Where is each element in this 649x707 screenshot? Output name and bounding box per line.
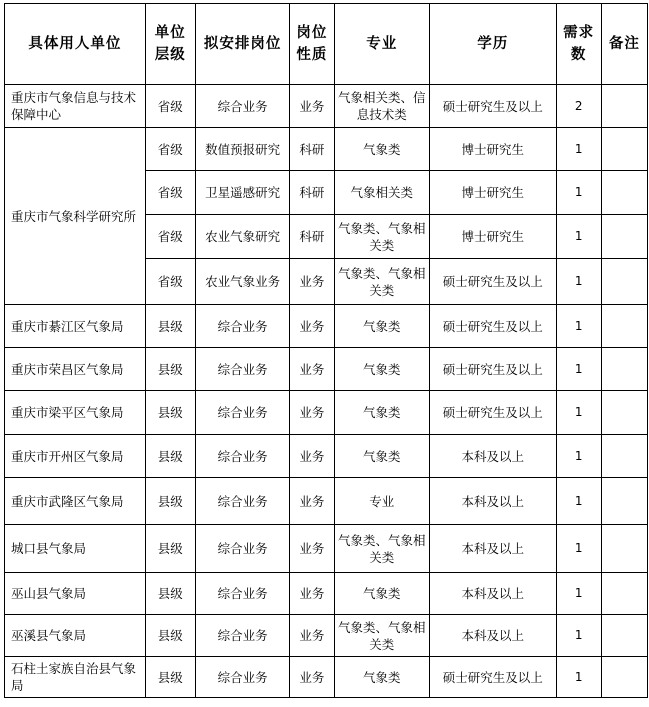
- header-level: 单位层级: [145, 4, 195, 85]
- nature-cell: 业务: [290, 525, 334, 573]
- position-cell: 综合业务: [195, 525, 289, 573]
- position-cell: 综合业务: [195, 478, 289, 525]
- education-cell: 本科及以上: [429, 435, 556, 478]
- remarks-cell: [601, 128, 647, 171]
- major-cell: 气象类: [334, 348, 429, 391]
- recruitment-table: [4, 3, 648, 698]
- position-cell: 农业气象研究: [195, 215, 289, 259]
- nature-cell: 业务: [290, 657, 334, 698]
- nature-cell: 业务: [290, 305, 334, 348]
- major-cell: 气象类、气象相关类: [334, 215, 429, 259]
- remarks-cell: [601, 573, 647, 615]
- remarks-cell: [601, 305, 647, 348]
- unit-cell: 石柱土家族自治县气象局: [5, 657, 146, 698]
- demand-cell: 1: [556, 348, 601, 391]
- unit-cell: 重庆市气象信息与技术保障中心: [5, 85, 146, 128]
- major-cell: 气象类、气象相关类: [334, 259, 429, 305]
- demand-cell: 1: [556, 573, 601, 615]
- header-nature: 岗位性质: [290, 4, 334, 85]
- position-cell: 综合业务: [195, 85, 289, 128]
- education-cell: 硕士研究生及以上: [429, 657, 556, 698]
- major-cell: 气象类、气象相关类: [334, 615, 429, 657]
- major-cell: 气象类: [334, 128, 429, 171]
- education-cell: 硕士研究生及以上: [429, 305, 556, 348]
- demand-cell: 1: [556, 171, 601, 215]
- nature-cell: 业务: [290, 348, 334, 391]
- education-cell: 博士研究生: [429, 128, 556, 171]
- demand-cell: 1: [556, 259, 601, 305]
- education-cell: 本科及以上: [429, 478, 556, 525]
- level-cell: 县级: [145, 525, 195, 573]
- level-cell: 省级: [145, 85, 195, 128]
- demand-cell: 1: [556, 615, 601, 657]
- level-cell: 县级: [145, 478, 195, 525]
- header-education: 学历: [429, 4, 556, 85]
- major-cell: 气象相关类、信息技术类: [334, 85, 429, 128]
- nature-cell: 科研: [290, 215, 334, 259]
- education-cell: 博士研究生: [429, 215, 556, 259]
- position-cell: 综合业务: [195, 657, 289, 698]
- demand-cell: 1: [556, 305, 601, 348]
- header-demand: 需求数: [556, 4, 601, 85]
- major-cell: 气象类: [334, 657, 429, 698]
- table-row: [5, 348, 648, 391]
- unit-cell: 巫山县气象局: [5, 573, 146, 615]
- remarks-cell: [601, 478, 647, 525]
- demand-cell: 2: [556, 85, 601, 128]
- education-cell: 本科及以上: [429, 615, 556, 657]
- education-cell: 硕士研究生及以上: [429, 348, 556, 391]
- unit-cell: 重庆市气象科学研究所: [5, 128, 146, 305]
- position-cell: 综合业务: [195, 573, 289, 615]
- demand-cell: 1: [556, 525, 601, 573]
- level-cell: 县级: [145, 348, 195, 391]
- remarks-cell: [601, 615, 647, 657]
- remarks-cell: [601, 525, 647, 573]
- remarks-cell: [601, 215, 647, 259]
- major-cell: 气象类: [334, 391, 429, 435]
- remarks-cell: [601, 657, 647, 698]
- level-cell: 县级: [145, 391, 195, 435]
- level-cell: 县级: [145, 573, 195, 615]
- table-row: [5, 525, 648, 573]
- major-cell: 气象类: [334, 435, 429, 478]
- position-cell: 综合业务: [195, 391, 289, 435]
- level-cell: 县级: [145, 615, 195, 657]
- table-row: [5, 657, 648, 698]
- major-cell: 气象相关类: [334, 171, 429, 215]
- education-cell: 硕士研究生及以上: [429, 391, 556, 435]
- nature-cell: 业务: [290, 435, 334, 478]
- nature-cell: 业务: [290, 615, 334, 657]
- education-cell: 博士研究生: [429, 171, 556, 215]
- remarks-cell: [601, 348, 647, 391]
- unit-cell: 重庆市开州区气象局: [5, 435, 146, 478]
- nature-cell: 业务: [290, 259, 334, 305]
- level-cell: 省级: [145, 171, 195, 215]
- table-row: [5, 128, 648, 171]
- education-cell: 硕士研究生及以上: [429, 85, 556, 128]
- level-cell: 县级: [145, 435, 195, 478]
- nature-cell: 业务: [290, 85, 334, 128]
- remarks-cell: [601, 435, 647, 478]
- unit-cell: 重庆市綦江区气象局: [5, 305, 146, 348]
- demand-cell: 1: [556, 657, 601, 698]
- unit-cell: 重庆市荣昌区气象局: [5, 348, 146, 391]
- demand-cell: 1: [556, 435, 601, 478]
- demand-cell: 1: [556, 478, 601, 525]
- level-cell: 省级: [145, 215, 195, 259]
- nature-cell: 业务: [290, 391, 334, 435]
- education-cell: 本科及以上: [429, 525, 556, 573]
- table-row: [5, 305, 648, 348]
- table-row: [5, 435, 648, 478]
- remarks-cell: [601, 259, 647, 305]
- header-unit: 具体用人单位: [5, 4, 146, 85]
- table-row: [5, 85, 648, 128]
- demand-cell: 1: [556, 391, 601, 435]
- table-row: [5, 573, 648, 615]
- table-row: [5, 615, 648, 657]
- position-cell: 综合业务: [195, 615, 289, 657]
- remarks-cell: [601, 391, 647, 435]
- unit-cell: 城口县气象局: [5, 525, 146, 573]
- table-row: [5, 391, 648, 435]
- nature-cell: 业务: [290, 573, 334, 615]
- position-cell: 农业气象业务: [195, 259, 289, 305]
- nature-cell: 科研: [290, 171, 334, 215]
- demand-cell: 1: [556, 128, 601, 171]
- demand-cell: 1: [556, 215, 601, 259]
- document-page: [4, 3, 648, 698]
- major-cell: 气象类: [334, 305, 429, 348]
- table-row: [5, 478, 648, 525]
- unit-cell: 巫溪县气象局: [5, 615, 146, 657]
- position-cell: 综合业务: [195, 348, 289, 391]
- header-position: 拟安排岗位: [195, 4, 289, 85]
- level-cell: 省级: [145, 259, 195, 305]
- major-cell: 气象类、气象相关类: [334, 525, 429, 573]
- header-major: 专业: [334, 4, 429, 85]
- position-cell: 卫星遥感研究: [195, 171, 289, 215]
- major-cell: 气象类: [334, 573, 429, 615]
- header-remarks: 备注: [601, 4, 647, 85]
- nature-cell: 业务: [290, 478, 334, 525]
- remarks-cell: [601, 85, 647, 128]
- education-cell: 本科及以上: [429, 573, 556, 615]
- level-cell: 县级: [145, 305, 195, 348]
- major-cell: 专业: [334, 478, 429, 525]
- unit-cell: 重庆市武隆区气象局: [5, 478, 146, 525]
- position-cell: 数值预报研究: [195, 128, 289, 171]
- position-cell: 综合业务: [195, 435, 289, 478]
- remarks-cell: [601, 171, 647, 215]
- table-header-row: [5, 4, 648, 85]
- level-cell: 省级: [145, 128, 195, 171]
- unit-cell: 重庆市梁平区气象局: [5, 391, 146, 435]
- level-cell: 县级: [145, 657, 195, 698]
- nature-cell: 科研: [290, 128, 334, 171]
- position-cell: 综合业务: [195, 305, 289, 348]
- education-cell: 硕士研究生及以上: [429, 259, 556, 305]
